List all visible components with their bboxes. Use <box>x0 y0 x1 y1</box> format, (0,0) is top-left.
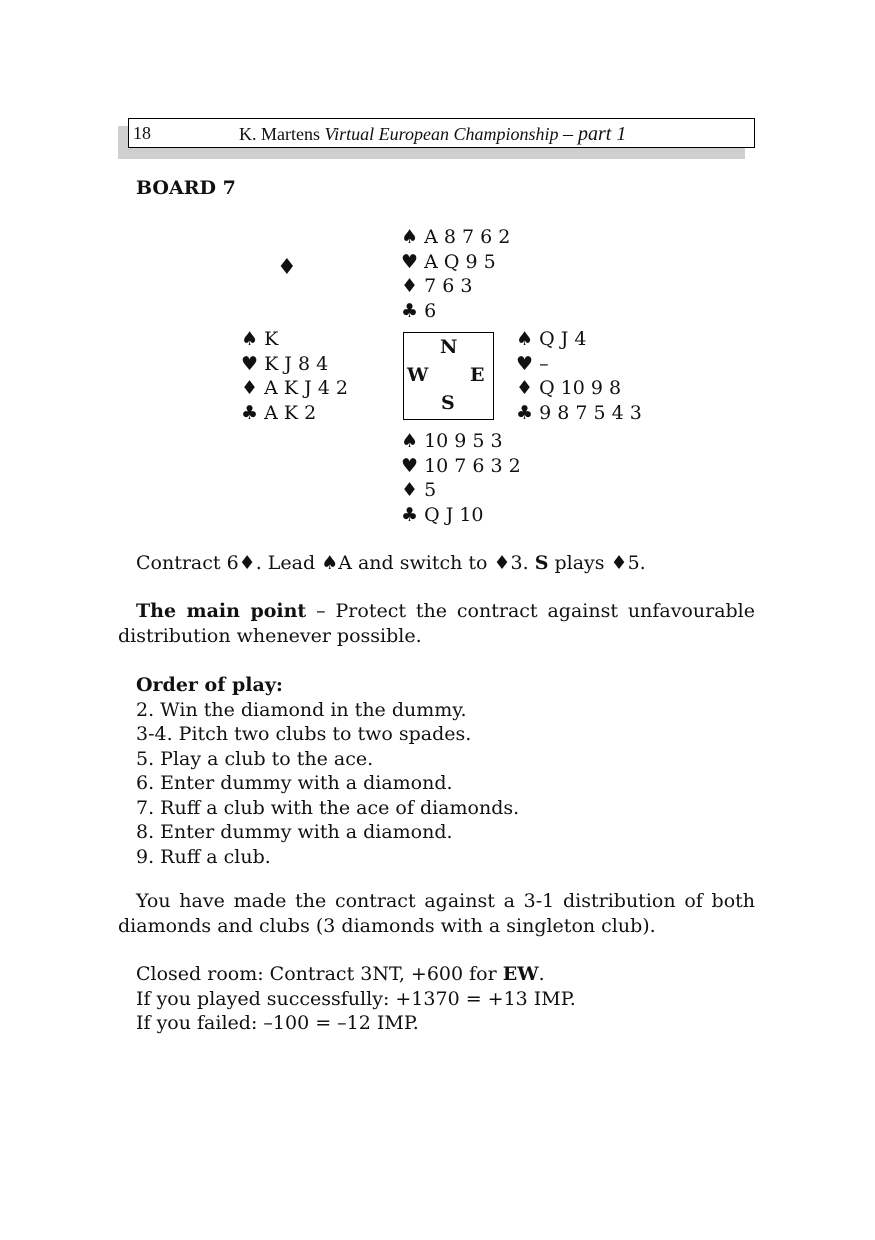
east-clubs: ♣ 9 8 7 5 4 3 <box>516 401 642 424</box>
contract-line <box>136 551 646 576</box>
header-part: – part 1 <box>562 123 627 145</box>
order-of-play <box>136 673 519 869</box>
main-point-label: The main point <box>136 600 307 622</box>
compass-box <box>403 332 494 420</box>
results <box>136 962 576 1036</box>
north-hearts: ♥ A Q 9 5 <box>401 250 496 273</box>
summary-paragraph: You have made the contract against a 3-1 distribution of both diamonds and clubs (3 diamonds with a singleton club). <box>118 890 755 937</box>
west-clubs: ♣ A K 2 <box>241 401 317 424</box>
success-result: If you played successfully: +1370 = +13 IMP. <box>136 987 576 1010</box>
compass-west: W <box>407 364 429 386</box>
play-step: 5. Play a club to the ace. <box>136 747 374 770</box>
east-hand <box>516 327 642 425</box>
contract-declarer: S <box>534 552 549 574</box>
east-diamonds: ♦ Q 10 9 8 <box>516 377 622 399</box>
header-book-title: Virtual European Championship <box>324 124 559 144</box>
header-author: K. Martens <box>239 124 320 144</box>
east-spades: ♠ Q J 4 <box>516 328 587 350</box>
south-diamonds: ♦ 5 <box>401 479 437 501</box>
play-step: 8. Enter dummy with a diamond. <box>136 821 453 843</box>
north-spades: ♠ A 8 7 6 2 <box>401 226 511 248</box>
main-point-paragraph <box>118 599 755 648</box>
closed-room-text: Closed room: Contract 3NT, +600 for <box>136 963 503 985</box>
east-hearts: ♥ – <box>516 352 549 375</box>
compass-south: S <box>441 392 455 414</box>
running-header <box>128 118 755 148</box>
diamond-suit-icon: ♦ <box>277 255 297 280</box>
play-step: 2. Win the diamond in the dummy. <box>136 698 467 721</box>
south-hearts: ♥ 10 7 6 3 2 <box>401 454 521 477</box>
closed-room-pair: EW <box>502 963 539 985</box>
main-point-text: – Protect the contract against unfavourable distribution whenever possible. <box>118 600 756 647</box>
compass-north: N <box>440 336 458 358</box>
north-diamonds: ♦ 7 6 3 <box>401 275 473 297</box>
order-of-play-heading: Order of play: <box>136 674 283 696</box>
page-number: 18 <box>133 123 151 143</box>
play-step: 3-4. Pitch two clubs to two spades. <box>136 723 472 745</box>
south-hand <box>401 429 521 527</box>
south-spades: ♠ 10 9 5 3 <box>401 430 503 452</box>
play-step: 6. Enter dummy with a diamond. <box>136 772 453 794</box>
closed-room-result <box>136 962 576 987</box>
failure-result: If you failed: –100 = –12 IMP. <box>136 1012 419 1034</box>
compass-east: E <box>470 364 485 386</box>
north-hand <box>401 225 510 323</box>
board-title: BOARD 7 <box>136 177 236 199</box>
header-title <box>239 123 626 146</box>
west-spades: ♠ K <box>241 328 279 350</box>
closed-room-end: . <box>538 963 545 985</box>
contract-text: Contract 6♦. Lead ♠A and switch to ♦3. <box>136 552 535 574</box>
west-hand <box>241 327 348 425</box>
north-clubs: ♣ 6 <box>401 299 437 322</box>
contract-text-end: plays ♦5. <box>548 552 646 574</box>
play-step: 7. Ruff a club with the ace of diamonds. <box>136 796 520 819</box>
west-hearts: ♥ K J 8 4 <box>241 352 329 375</box>
south-clubs: ♣ Q J 10 <box>401 503 484 526</box>
west-diamonds: ♦ A K J 4 2 <box>241 377 348 399</box>
play-step: 9. Ruff a club. <box>136 845 271 868</box>
